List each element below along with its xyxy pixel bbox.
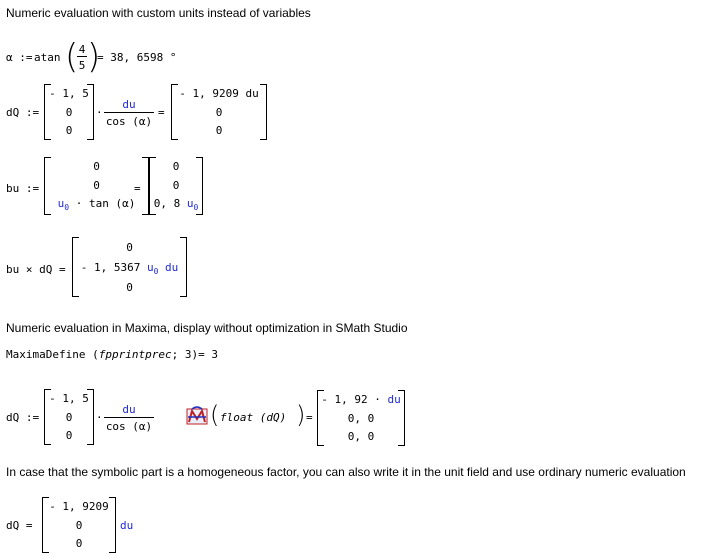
dq2-result-matrix	[317, 390, 405, 446]
paren-right: )	[296, 401, 306, 429]
paren-left: (	[65, 37, 79, 77]
matrix-cell: - 1, 5	[49, 87, 89, 100]
cross-product-label[interactable]: bu × dQ =	[6, 263, 66, 276]
matrix-cell: - 1, 9209 du	[179, 87, 259, 100]
dq3-eval-label[interactable]: dQ =	[6, 519, 33, 532]
matrix-cell: 0	[65, 411, 73, 424]
matrix-cell: - 1, 9209	[49, 500, 109, 513]
matrix-cell: 0	[215, 106, 223, 119]
float-expr[interactable]: float (dQ)	[220, 411, 287, 424]
maxima-define-expr[interactable]	[6, 348, 218, 361]
fraction-line	[104, 417, 154, 418]
maxima-define-arg: fpprintprec	[98, 348, 172, 361]
maxima-logo-icon[interactable]	[186, 406, 210, 428]
heading-custom-units: Numeric evaluation with custom units instead of variables	[6, 6, 311, 20]
maxima-define-func: MaximaDefine	[6, 348, 86, 361]
equals-sign: =	[158, 106, 165, 119]
atan-numerator: 4	[78, 43, 86, 56]
alpha-result: = 38, 6598 °	[97, 51, 177, 64]
fraction-line	[77, 56, 87, 57]
matrix-cell: 0	[172, 160, 180, 173]
dq-matrix[interactable]	[44, 84, 94, 140]
maxima-define-value: 3	[184, 348, 192, 361]
atan-func[interactable]: atan	[34, 51, 61, 64]
bu-assign-label[interactable]: bu :=	[6, 182, 40, 195]
matrix-cell: 0	[75, 537, 83, 550]
dq2-matrix[interactable]	[44, 389, 94, 445]
atan-denominator: 5	[78, 59, 86, 72]
dot-operator: ·	[96, 106, 103, 119]
matrix-cell: 0, 0	[347, 430, 375, 443]
cross-result-matrix	[72, 237, 187, 297]
paren-left: (	[210, 401, 220, 429]
matrix-cell: 0	[65, 106, 73, 119]
dq2-assign-label[interactable]: dQ :=	[6, 411, 40, 424]
heading-homogeneous-factor: In case that the symbolic part is a homogeneous factor, you can also write it in the unit field and use ordinary numeric evaluation	[6, 465, 686, 479]
matrix-cell: 0	[126, 281, 133, 294]
du-numerator: du	[122, 98, 136, 111]
du-numerator: du	[122, 403, 136, 416]
paren-left: (	[92, 348, 99, 361]
unit-field[interactable]: du	[120, 519, 134, 532]
matrix-cell: 0	[65, 429, 73, 442]
paren-right: )	[87, 37, 101, 77]
dq-assign-label[interactable]: dQ :=	[6, 106, 40, 119]
matrix-cell: 0	[75, 519, 83, 532]
matrix-cell: 0, 8 $u_0$	[153, 197, 199, 212]
cos-denominator: cos (α)	[105, 420, 153, 433]
matrix-cell: 0, 0	[347, 412, 375, 425]
maxima-define-sep: ;	[171, 348, 179, 361]
bu-result-matrix	[149, 157, 203, 215]
matrix-cell: 0	[93, 179, 100, 192]
dq3-matrix	[42, 497, 116, 553]
matrix-cell: 0	[65, 124, 73, 137]
dot-operator: ·	[96, 411, 103, 424]
alpha-assign-label[interactable]: α :=	[6, 51, 33, 64]
fraction-line	[104, 112, 154, 113]
matrix-cell: - 1, 5	[49, 392, 89, 405]
matrix-cell: 0	[93, 160, 100, 173]
matrix-cell: - 1, 92 · du	[321, 393, 401, 406]
matrix-cell: 0	[126, 241, 133, 254]
maxima-define-result: = 3	[198, 348, 218, 361]
cos-denominator: cos (α)	[105, 115, 153, 128]
dq-result-matrix	[171, 84, 267, 140]
matrix-cell: $u_0 \cdot \tan (\alpha)$	[57, 197, 136, 212]
matrix-cell: 0	[172, 179, 180, 192]
heading-maxima: Numeric evaluation in Maxima, display without optimization in SMath Studio	[6, 321, 408, 335]
equals-sign: =	[134, 182, 141, 195]
equals-sign: =	[306, 411, 313, 424]
paren-right: )	[191, 348, 199, 361]
matrix-cell: - 1, 5367 $u_0$ du	[80, 261, 179, 276]
matrix-cell: 0	[215, 124, 223, 137]
